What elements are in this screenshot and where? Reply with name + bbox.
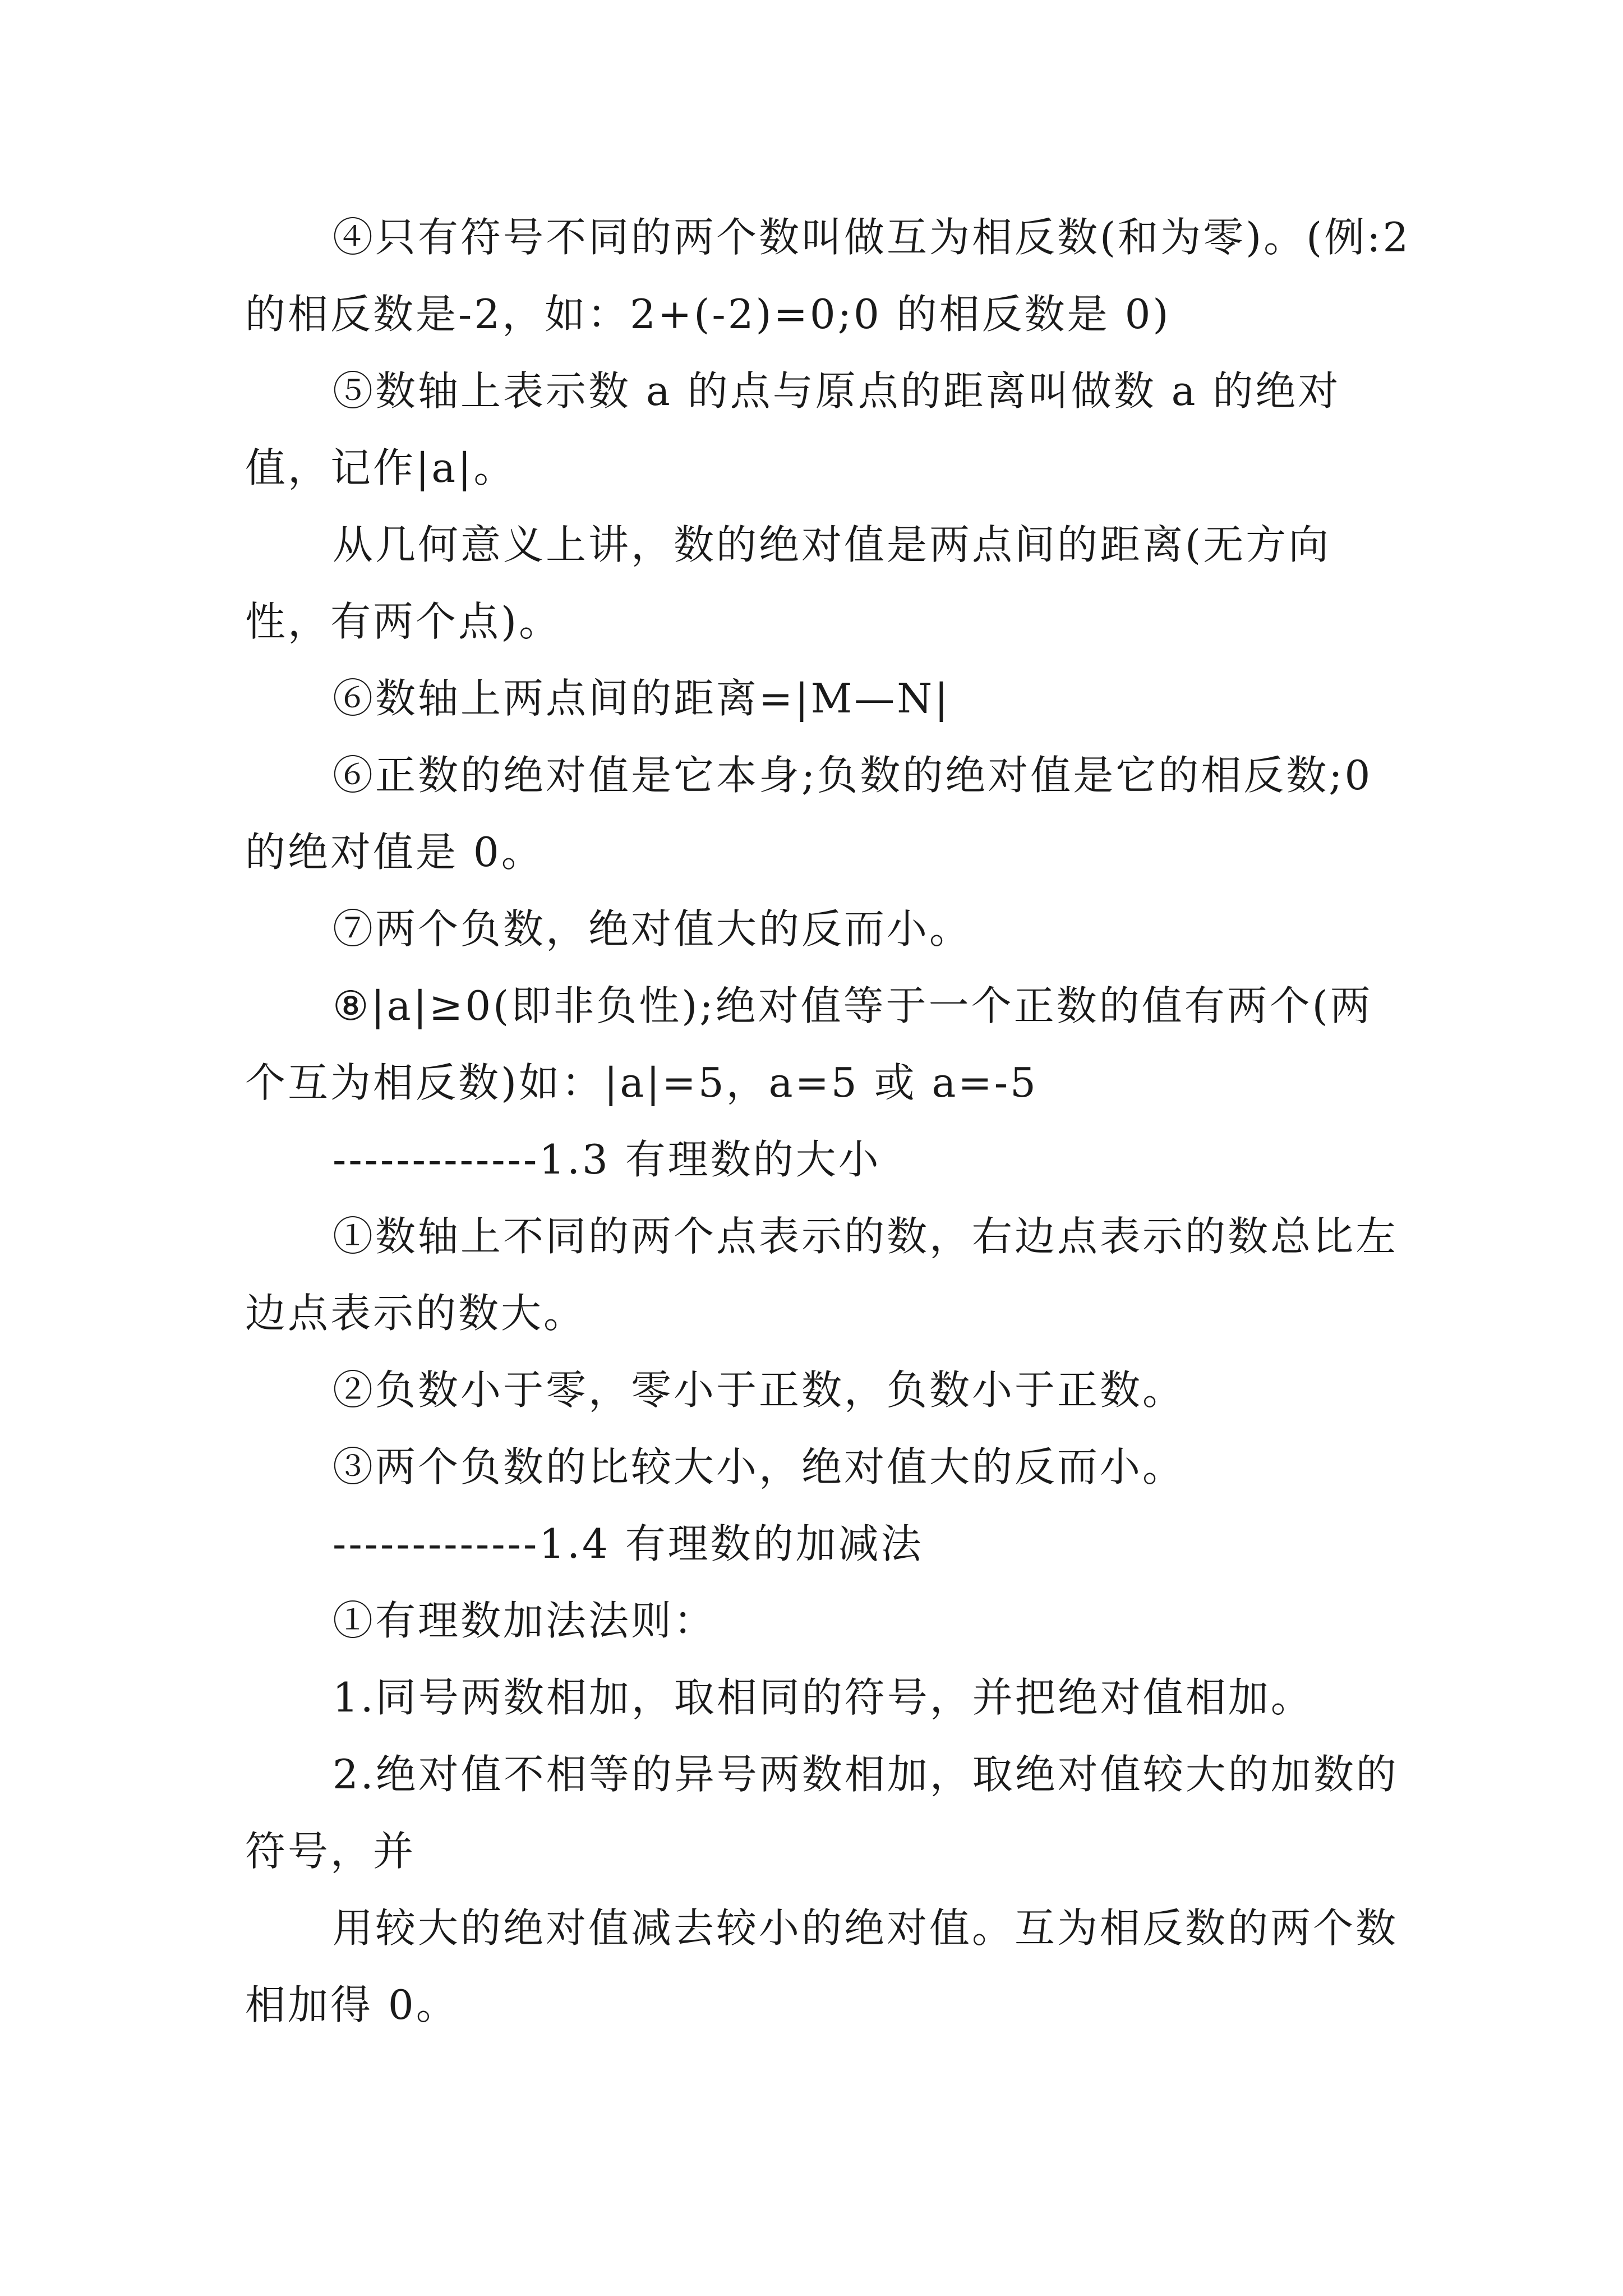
paragraph-geometric-meaning: 从几何意义上讲，数的绝对值是两点间的距离(无方向性，有两个点)。 bbox=[245, 521, 1331, 645]
paragraph-absolute-value-definition: ⑤数轴上表示数 a 的点与原点的距离叫做数 a 的绝对值，记作|a|。 bbox=[245, 367, 1341, 491]
document-body bbox=[245, 199, 1412, 2044]
section-heading-1-3: -------------1.3 有理数的大小 bbox=[333, 1136, 881, 1183]
section-heading-1-4: -------------1.4 有理数的加减法 bbox=[333, 1520, 924, 1567]
paragraph-number-line-comparison: ①数轴上不同的两个点表示的数，右边点表示的数总比左边点表示的数大。 bbox=[245, 1213, 1399, 1337]
paragraph-two-negatives: ⑦两个负数，绝对值大的反而小。 bbox=[333, 905, 972, 953]
paragraph-addition-rule-2-continued: 用较大的绝对值减去较小的绝对值。互为相反数的两个数相加得 0。 bbox=[245, 1904, 1399, 2028]
paragraph-addition-rule-2: 2.绝对值不相等的异号两数相加，取绝对值较大的加数的符号，并 bbox=[245, 1751, 1399, 1875]
paragraph-compare-negatives: ③两个负数的比较大小，绝对值大的反而小。 bbox=[333, 1443, 1186, 1490]
paragraph-non-negativity: ⑧|a|≥0(即非负性);绝对值等于一个正数的值有两个(两个互为相反数)如：|a|=5，a=5 或 a=-5 bbox=[245, 982, 1373, 1106]
paragraph-addition-rules-title: ①有理数加法法则： bbox=[333, 1597, 717, 1644]
paragraph-opposite-numbers: ④只有符号不同的两个数叫做互为相反数(和为零)。(例:2的相反数是-2，如：2+(-2)=0;0 的相反数是 0) bbox=[245, 214, 1411, 338]
paragraph-absolute-value-rules: ⑥正数的绝对值是它本身;负数的绝对值是它的相反数;0的绝对值是 0。 bbox=[245, 752, 1373, 876]
paragraph-addition-rule-1: 1.同号两数相加，取相同的符号，并把绝对值相加。 bbox=[333, 1674, 1313, 1721]
paragraph-sign-ordering: ②负数小于零，零小于正数，负数小于正数。 bbox=[333, 1366, 1186, 1414]
paragraph-distance-formula: ⑥数轴上两点间的距离=|M—N| bbox=[333, 675, 951, 722]
